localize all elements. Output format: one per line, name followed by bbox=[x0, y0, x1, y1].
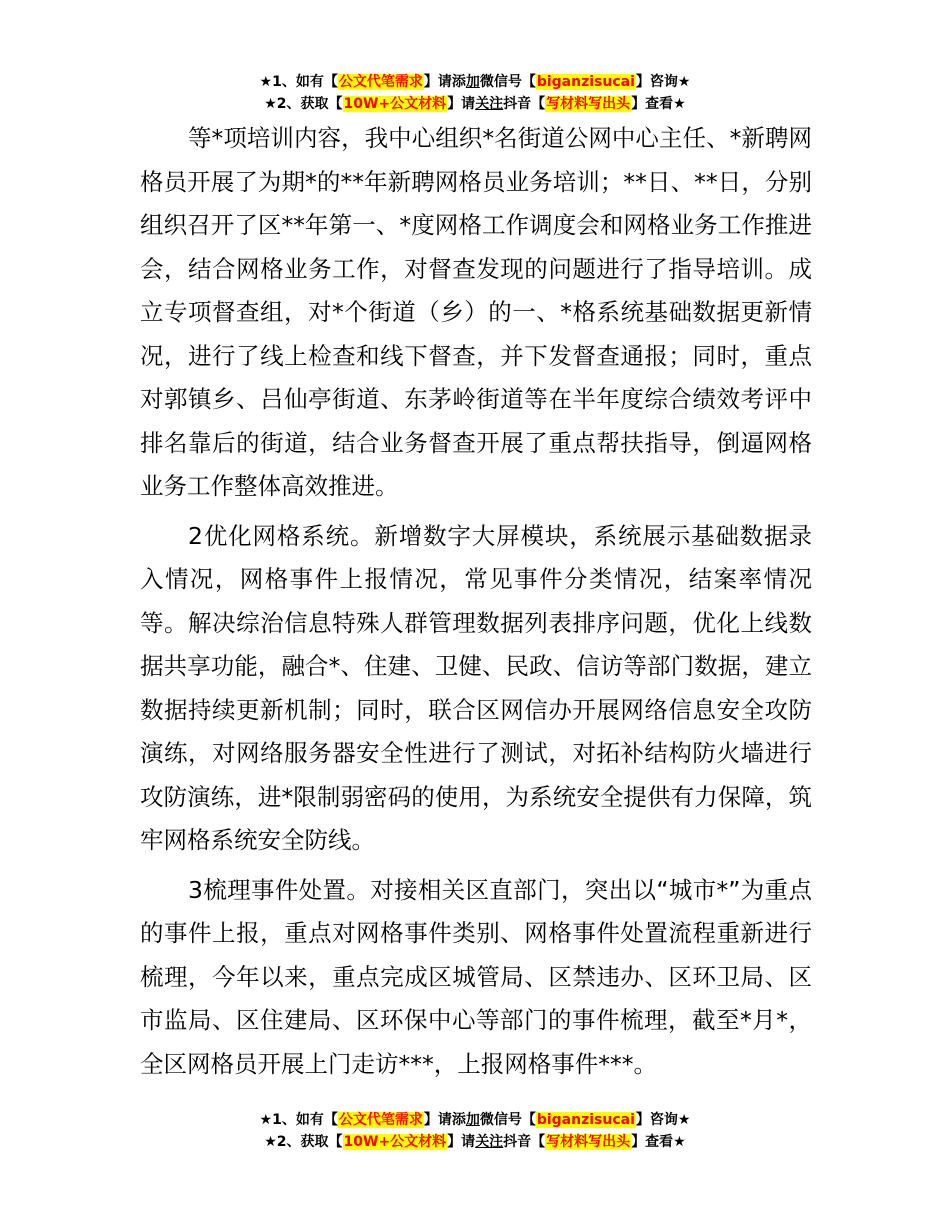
banner-text: 】请 bbox=[447, 96, 476, 112]
document-body bbox=[140, 117, 812, 1086]
banner-text: 】查看★ bbox=[631, 96, 686, 112]
banner-text: ★2、获取【 bbox=[264, 1134, 343, 1150]
banner-highlight: biganzisucai bbox=[536, 74, 635, 90]
banner-highlight: 10W+公文材料 bbox=[343, 1134, 447, 1150]
banner-text: 】查看★ bbox=[631, 1134, 686, 1150]
banner-text: ★2、获取【 bbox=[264, 96, 343, 112]
body-paragraph-2: 2优化网格系统。新增数字大屏模块，系统展示基础数据录入情况，网格事件上报情况，常见事件分类情况，结案率情况等。解决综治信息特殊人群管理数据列表排序问题，优化上线数据共享功能，融合*、住建、卫健、民政、信访等部门数据，建立数据持续更新机制；同时，联合区网信办开展网络信息安全攻防演练，对网络服务器安全性进行了测试，对拓补结构防火墙进行攻防演练，进*限制弱密码的使用，为系统安全提供有力保障，筑牢网格系统安全防线。 bbox=[140, 521, 812, 854]
banner-text: 】请添 bbox=[423, 1112, 466, 1128]
banner-text: 】请 bbox=[447, 1134, 476, 1150]
banner-text: 】咨询★ bbox=[635, 1112, 691, 1128]
banner-text: ★1、如有【 bbox=[259, 74, 338, 90]
banner-highlight: 10W+公文材料 bbox=[343, 96, 447, 112]
header-banner-line-1 bbox=[0, 71, 950, 93]
header-banner-line-2 bbox=[0, 93, 950, 115]
banner-text: 抖音【 bbox=[503, 96, 546, 112]
banner-highlight: 公文代笔需求 bbox=[338, 1112, 423, 1128]
banner-text: ★1、如有【 bbox=[259, 1112, 338, 1128]
footer-banner-line-2 bbox=[0, 1131, 950, 1153]
body-paragraph-3: 3梳理事件处置。对接相关区直部门，突出以“城市*”为重点的事件上报，重点对网格事件类别、网格事件处置流程重新进行梳理，今年以来，重点完成区城管局、区禁违办、区环卫局、区市监局、区住建局、区环保中心等部门的事件梳理，截至*月*，全区网格员开展上门走访***，上报网格事件***。 bbox=[140, 875, 812, 1078]
banner-text: 】咨询★ bbox=[635, 74, 691, 90]
banner-highlight: 公文代笔需求 bbox=[338, 74, 423, 90]
banner-text: 抖音【 bbox=[503, 1134, 546, 1150]
banner-highlight: biganzisucai bbox=[536, 1112, 635, 1128]
header-banner bbox=[0, 71, 950, 115]
banner-underlined-text: 关注 bbox=[475, 1134, 504, 1150]
banner-underlined-text: 加 bbox=[465, 74, 480, 90]
banner-underlined-text: 加 bbox=[465, 1112, 480, 1128]
banner-underlined-text: 关注 bbox=[475, 96, 504, 112]
banner-text: 微信号【 bbox=[479, 1112, 536, 1128]
body-paragraph-1: 等*项培训内容，我中心组织*名街道公网中心主任、*新聘网格员开展了为期*的**年新聘网格员业务培训；**日、**日，分别组织召开了区**年第一、*度网格工作调度会和网格业务工作推进会，结合网格业务工作，对督查发现的问题进行了指导培训。成立专项督查组，对*个街道（乡）的一、*格系统基础数据更新情况，进行了线上检查和线下督查，并下发督查通报；同时，重点对郭镇乡、吕仙亭街道、东茅岭街道等在半年度综合绩效考评中排名靠后的街道，结合业务督查开展了重点帮扶指导，倒逼网格业务工作整体高效推进。 bbox=[140, 124, 812, 500]
banner-text: 】请添 bbox=[423, 74, 466, 90]
banner-highlight: 写材料写出头 bbox=[546, 96, 631, 112]
banner-highlight: 写材料写出头 bbox=[546, 1134, 631, 1150]
footer-banner bbox=[0, 1109, 950, 1153]
footer-banner-line-1 bbox=[0, 1109, 950, 1131]
banner-text: 微信号【 bbox=[479, 74, 536, 90]
